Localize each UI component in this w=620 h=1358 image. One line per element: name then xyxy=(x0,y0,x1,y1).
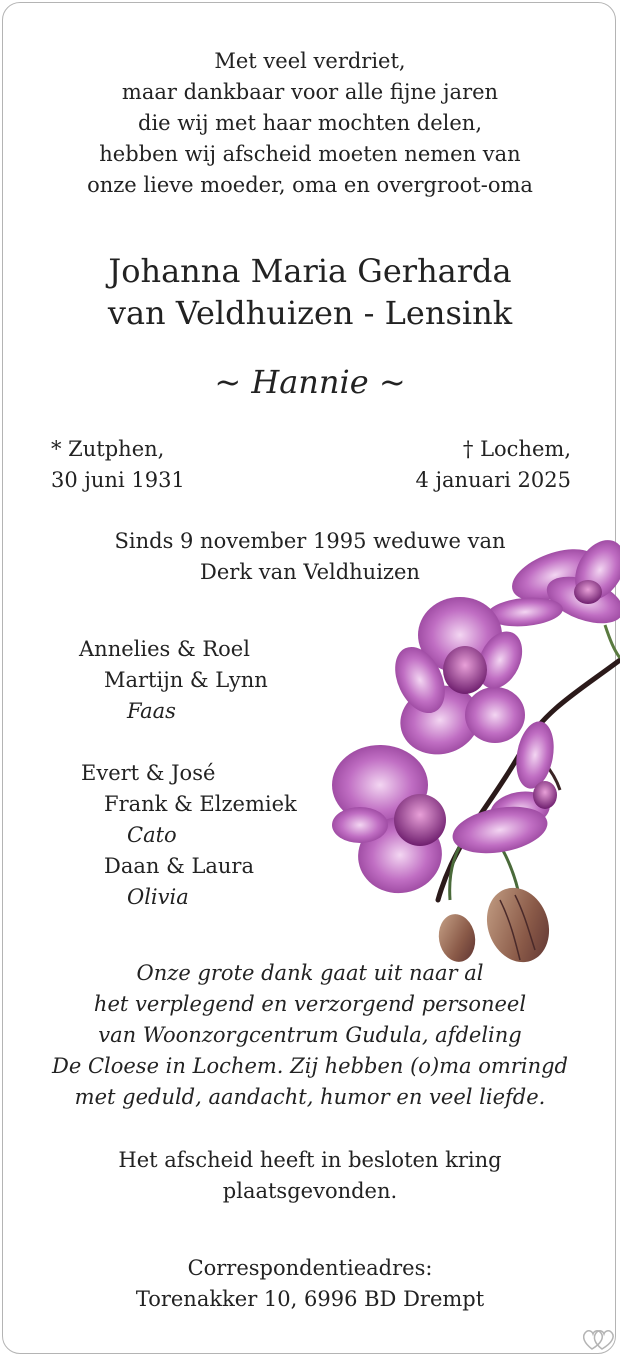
death-info xyxy=(415,434,571,496)
family-child-2b: Daan & Laura xyxy=(104,854,254,878)
address-line: Torenakker 10, 6996 BD Drempt xyxy=(135,1287,485,1311)
farewell-line: plaatsgevonden. xyxy=(222,1179,398,1203)
family-parent-2: Evert & José xyxy=(81,761,216,785)
orchid-buds xyxy=(435,879,559,970)
intro-line: Met veel verdriet, xyxy=(214,49,406,73)
widow-line-1: Sinds 9 november 1995 weduwe van xyxy=(114,529,506,553)
thanks-line: Onze grote dank gaat uit naar al xyxy=(136,961,484,985)
widow-line-2: Derk van Veldhuizen xyxy=(200,560,420,584)
farewell-text xyxy=(0,1145,620,1207)
death-date: 4 januari 2025 xyxy=(415,468,571,492)
death-place: † Lochem, xyxy=(462,437,571,461)
deceased-name xyxy=(0,250,620,334)
farewell-line: Het afscheid heeft in besloten kring xyxy=(118,1148,502,1172)
thanks-line: van Woonzorgcentrum Gudula, afdeling xyxy=(98,1023,522,1047)
name-line-2: van Veldhuizen - Lensink xyxy=(107,294,513,332)
birth-info xyxy=(51,434,185,496)
thanks-line: met geduld, aandacht, humor en veel liefde. xyxy=(74,1085,546,1109)
correspondence-address xyxy=(0,1253,620,1315)
birth-place: * Zutphen, xyxy=(51,437,165,461)
thanks-text xyxy=(0,958,620,1113)
name-line-1: Johanna Maria Gerharda xyxy=(108,252,512,290)
family-parent-1: Annelies & Roel xyxy=(79,637,250,661)
hearts-logo-icon[interactable] xyxy=(580,1325,616,1353)
thanks-line: het verplegend en verzorgend personeel xyxy=(93,992,527,1016)
thanks-line: De Cloese in Lochem. Zij hebben (o)ma omringd xyxy=(52,1054,568,1078)
intro-text xyxy=(0,46,620,201)
address-label: Correspondentieadres: xyxy=(187,1256,433,1280)
intro-line: die wij met haar mochten delen, xyxy=(138,111,482,135)
birth-date: 30 juni 1931 xyxy=(51,468,185,492)
intro-line: maar dankbaar voor alle fijne jaren xyxy=(121,80,499,104)
widow-text xyxy=(0,526,620,588)
intro-line: hebben wij afscheid moeten nemen van xyxy=(99,142,521,166)
family-grandchild-2b: Olivia xyxy=(127,885,189,909)
orchid-illustration xyxy=(330,540,620,970)
family-child-2a: Frank & Elzemiek xyxy=(104,792,297,816)
family-grandchild-2a: Cato xyxy=(127,823,177,847)
family-grandchild-1: Faas xyxy=(127,699,176,723)
nickname: ~ Hannie ~ xyxy=(214,363,406,401)
family-child-1: Martijn & Lynn xyxy=(104,668,268,692)
intro-line: onze lieve moeder, oma en overgroot-oma xyxy=(87,173,533,197)
